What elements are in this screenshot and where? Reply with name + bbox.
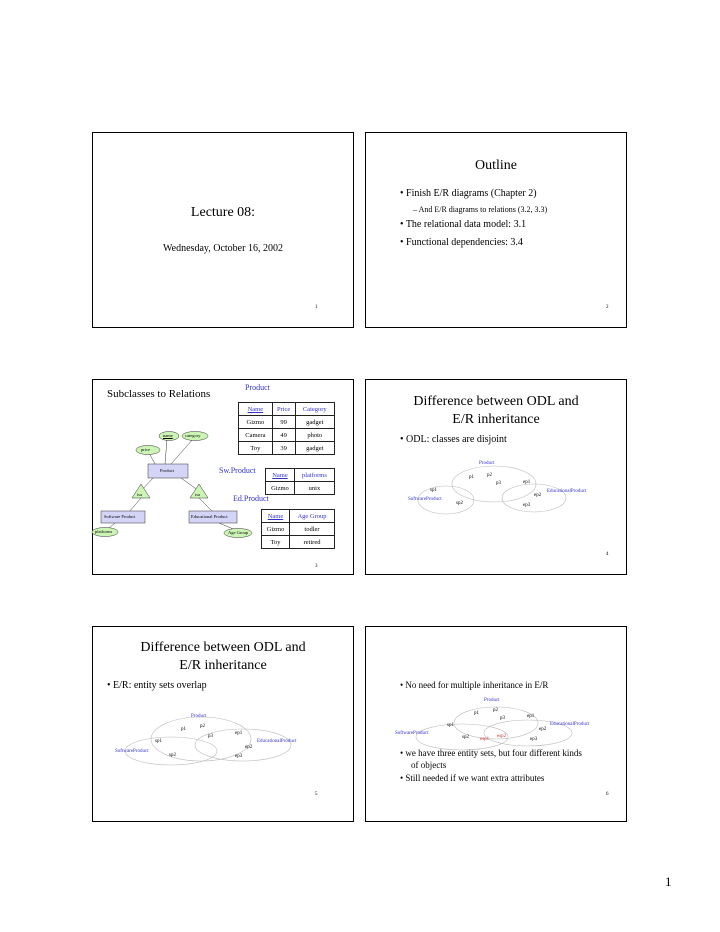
element-p2: p2 xyxy=(493,708,498,713)
table-cell: Gizmo xyxy=(239,416,273,429)
slide-2-title: Outline xyxy=(475,158,517,173)
table-header: Category xyxy=(295,403,334,416)
table-cell: photo xyxy=(295,429,334,442)
table-cell: unix xyxy=(294,482,334,495)
slide-number: 4 xyxy=(606,552,609,557)
slide-number: 5 xyxy=(315,792,318,797)
element-ep3: ep3 xyxy=(235,754,243,759)
element-sp2: sp2 xyxy=(456,501,463,506)
table-cell: Camera xyxy=(239,429,273,442)
set-label-educational-product: EducationalProduct xyxy=(550,722,590,727)
element-ep2: ep2 xyxy=(245,745,253,750)
set-label-educational-product: EducationalProduct xyxy=(257,739,297,744)
element-ep1: ep1 xyxy=(235,731,243,736)
table-cell: gadget xyxy=(295,416,334,429)
slide-6-bullet-1: • No need for multiple inheritance in E/R xyxy=(400,680,549,690)
table-header: platforms xyxy=(294,469,334,482)
slide-6-bullet-2-line-2: of objects xyxy=(411,760,447,770)
slide-number: 1 xyxy=(315,305,318,310)
slide-number: 6 xyxy=(606,792,609,797)
slide-5-bullet: • E/R: entity sets overlap xyxy=(107,680,207,691)
element-p3: p3 xyxy=(496,481,501,486)
table-cell: Toy xyxy=(239,442,273,455)
table-header: Price xyxy=(272,403,295,416)
slide-4 xyxy=(365,379,627,575)
element-p1: p1 xyxy=(181,727,186,732)
table-cell: 49 xyxy=(272,429,295,442)
element-esp2: esp2 xyxy=(497,734,507,739)
element-p1: p1 xyxy=(474,711,479,716)
er-isa-label: isa xyxy=(137,492,142,497)
set-label-software-product: SoftwareProduct xyxy=(115,749,149,754)
odl-venn-diagram xyxy=(366,380,626,574)
table-cell: 99 xyxy=(272,416,295,429)
slide-4-title-line-2: E/R inheritance xyxy=(452,412,540,427)
set-label-product: Product xyxy=(484,698,500,703)
table-header: Name xyxy=(239,403,273,416)
er-category-label: category xyxy=(185,433,201,438)
element-ep1: ep1 xyxy=(527,714,535,719)
er-platforms-label: platforms xyxy=(95,529,113,534)
element-esp1: esp1 xyxy=(480,737,490,742)
slide-5-title-line-2: E/R inheritance xyxy=(179,658,267,673)
er-software-product-label: Software Product xyxy=(104,514,136,519)
er-diagram xyxy=(93,380,353,574)
element-ep3: ep3 xyxy=(523,503,531,508)
slide-6-bullet-2-line-1: • we have three entity sets, but four different kinds xyxy=(400,748,582,758)
element-sp2: sp2 xyxy=(169,753,176,758)
er-age-group-label: Age Group xyxy=(228,530,249,535)
page-number: 1 xyxy=(665,874,672,889)
set-label-software-product: SoftwareProduct xyxy=(408,497,442,502)
slide-4-title-line-1: Difference between ODL and xyxy=(413,394,579,409)
slide-3-title: Subclasses to Relations xyxy=(107,388,211,400)
outline-item-2: • The relational data model: 3.1 xyxy=(400,219,527,230)
slide-2 xyxy=(365,132,627,328)
table-cell: Gizmo xyxy=(262,523,290,536)
table-cell: Toy xyxy=(262,536,290,549)
er-venn-diagram xyxy=(93,627,353,821)
element-p1: p1 xyxy=(469,475,474,480)
slide-4-bullet: • ODL: classes are disjoint xyxy=(400,434,507,445)
slide-number: 2 xyxy=(606,305,609,310)
table-header: Name xyxy=(266,469,295,482)
element-sp1: sp1 xyxy=(447,723,454,728)
element-p2: p2 xyxy=(487,473,492,478)
set-label-product: Product xyxy=(479,461,495,466)
product-table-label: Product xyxy=(245,383,270,392)
element-sp1: sp1 xyxy=(155,739,162,744)
table-cell: retired xyxy=(289,536,334,549)
slide-6 xyxy=(365,626,627,822)
table-cell: gadget xyxy=(295,442,334,455)
element-ep2: ep2 xyxy=(534,493,542,498)
element-ep1: ep1 xyxy=(523,480,531,485)
set-label-software-product: SoftwareProduct xyxy=(395,731,429,736)
table-cell: todler xyxy=(289,523,334,536)
slide-1 xyxy=(92,132,354,328)
element-sp1: sp1 xyxy=(430,488,437,493)
element-p3: p3 xyxy=(500,716,505,721)
er-product-label: Product xyxy=(160,468,174,473)
outline-item-3: • Functional dependencies: 3.4 xyxy=(400,237,523,248)
set-label-educational-product: EducationalProduct xyxy=(547,489,587,494)
slide-5 xyxy=(92,626,354,822)
element-ep2: ep2 xyxy=(539,727,547,732)
er-name-label: name xyxy=(163,433,173,438)
slide-5-title-line-1: Difference between ODL and xyxy=(140,640,306,655)
slide-3 xyxy=(92,379,354,575)
table-cell: 39 xyxy=(272,442,295,455)
er-price-label: price xyxy=(141,447,150,452)
element-sp2: sp2 xyxy=(462,735,469,740)
table-header: Age Group xyxy=(289,510,334,523)
slide-1-date: Wednesday, October 16, 2002 xyxy=(163,243,283,254)
element-p3: p3 xyxy=(208,734,213,739)
slide-6-bullet-3: • Still needed if we want extra attributes xyxy=(400,773,545,783)
sw-product-table-label: Sw.Product xyxy=(219,466,256,475)
outline-subitem-1: – And E/R diagrams to relations (3.2, 3.3) xyxy=(413,205,548,214)
ed-product-table-label: Ed.Product xyxy=(233,494,269,503)
set-label-product: Product xyxy=(191,714,207,719)
table-header: Name xyxy=(262,510,290,523)
outline-item-1: • Finish E/R diagrams (Chapter 2) xyxy=(400,188,537,199)
slide-number: 3 xyxy=(315,564,318,569)
element-ep3: ep3 xyxy=(530,737,538,742)
er-educational-product-label: Educational Product xyxy=(191,514,228,519)
table-cell: Gizmo xyxy=(266,482,295,495)
er-isa-label: isa xyxy=(195,492,200,497)
element-p2: p2 xyxy=(200,724,205,729)
slide-1-title: Lecture 08: xyxy=(190,205,256,220)
